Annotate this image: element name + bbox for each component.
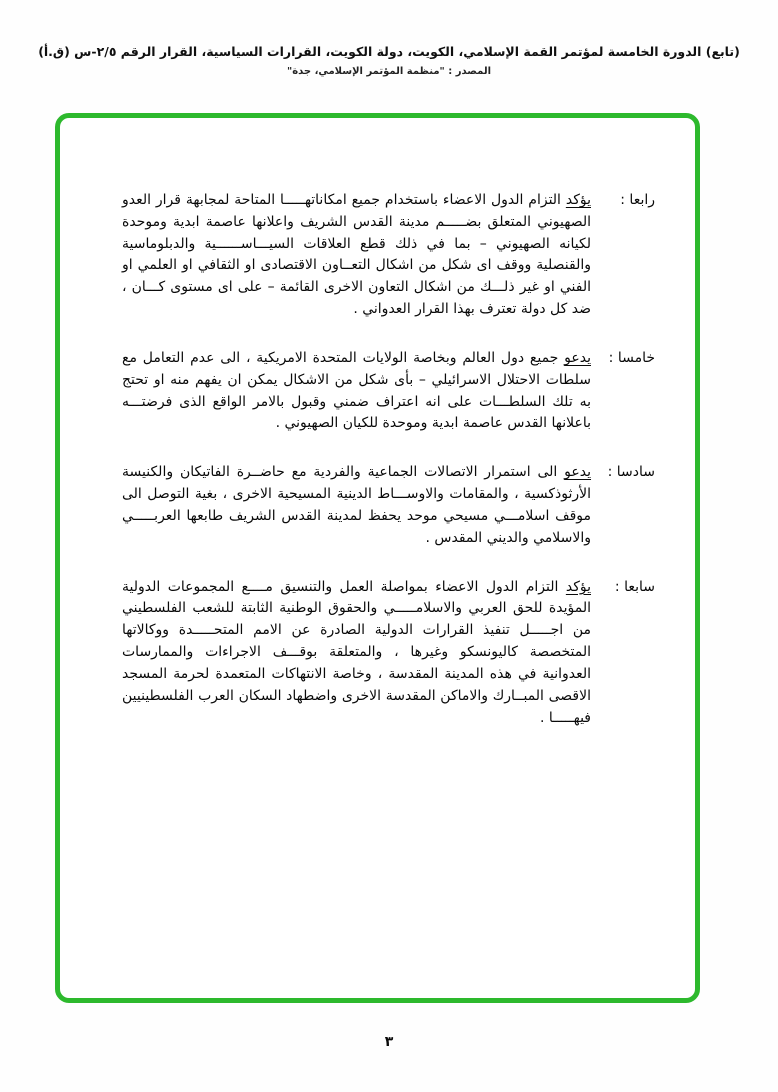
paragraph-text [122,577,591,730]
content-frame [55,113,700,1003]
paragraph-seventh [122,577,655,730]
page-number: ٣ [384,1034,394,1050]
document-header-title: (تابع) الدورة الخامسة لمؤتمر القمة الإسلامي، الكويت، دولة الكويت، القرارات السياسية، القرار الرقم ٢/٥-س (ق.أ) [38,44,740,59]
paragraph-fifth [122,348,655,435]
paragraph-body-text: التزام الدول الاعضاء باستخدام جميع امكاناتهـــــا المتاحة لمجابهة قرار العدو الصهيوني المتعلق بضـــــم مدينة القدس الشريف واعلانها عاصمة ابدية وموحدة لكيانه الصهيوني – بما في ذلك قطع العلاقات السيـــاســــــية والدبلوماسية والقنصلية ووقف اى شكل من اشكال التعــاون الاقتصادى او الثقافي او العلمي او الفني او غير ذلـــك من اشكال التعاون الاخرى القائمة – على اى مستوى كـــان ، ضد كل دولة تعترف بهذا القرار العدواني . [122,192,591,318]
document-header [0,0,778,77]
paragraph-text [122,462,591,549]
paragraph-first-word: يؤكد [565,192,591,208]
paragraph-first-word: يدعو [564,349,591,366]
document-source-line: المصدر : "منظمة المؤتمر الإسلامي، جدة" [286,66,491,77]
paragraph-label: سادسا : [607,464,655,481]
paragraph-text [122,348,591,435]
paragraph-label: خامسا : [608,349,655,366]
paragraph-body-text: التزام الدول الاعضاء بمواصلة العمل والتنسيق مــــع المجموعات الدولية المؤيدة للحق العربي والاسلامـــــي والحقوق الوطنية الثابتة للشعب الفلسطيني من اجـــــل تنفيذ القرارات الدولية الصادرة عن الامم المتحـــــدة ووكالاتها المتخصصة كاليونسكو وغيرها ، والمتعلقة بوقـــف الاجراءات والممارسات العدوانية في هذه المدينة المقدسة ، وخاصة الانتهاكات المتعمدة لحرمة المسجد الاقصى المبــارك والاماكن المقدسة الاخرى واضطهاد السكان العرب الفلسطينيين فيهـــــا . [122,578,591,726]
paragraph-label: رابعا : [620,192,655,208]
paragraph-first-word: يؤكد [565,578,592,595]
paragraph-sixth [122,462,655,549]
paragraph-label: سابعا : [614,578,655,595]
paragraph-fourth [122,190,655,321]
paragraph-body-text: جميع دول العالم وبخاصة الولايات المتحدة الامريكية ، الى عدم التعامل مع سلطات الاحتلال الاسرائيلي – بأى شكل من الاشكال يمكن ان يفهم منه او تحتج به تلك السلطـــات على انه اعتراف ضمني وقبول بالامر الواقع الذى فرضتـــه باعلانها القدس عاصمة ابدية وموحدة للكيان الصهيوني . [122,349,591,432]
paragraph-text [122,190,591,321]
paragraph-first-word: يدعو [564,464,592,481]
paragraph-body-text: الى استمرار الاتصالات الجماعية والفردية مع حاضــرة الفاتيكان والكنيسة الأرثوذكسية ، والمقامات والاوســـاط الدينية المسيحية الاخرى ، بغية التوصل الى موقف اسلامـــي مسيحي موحد يحفظ لمدينة القدس الشريف طابعها العربـــــي والاسلامي والديني المقدس . [122,464,591,546]
